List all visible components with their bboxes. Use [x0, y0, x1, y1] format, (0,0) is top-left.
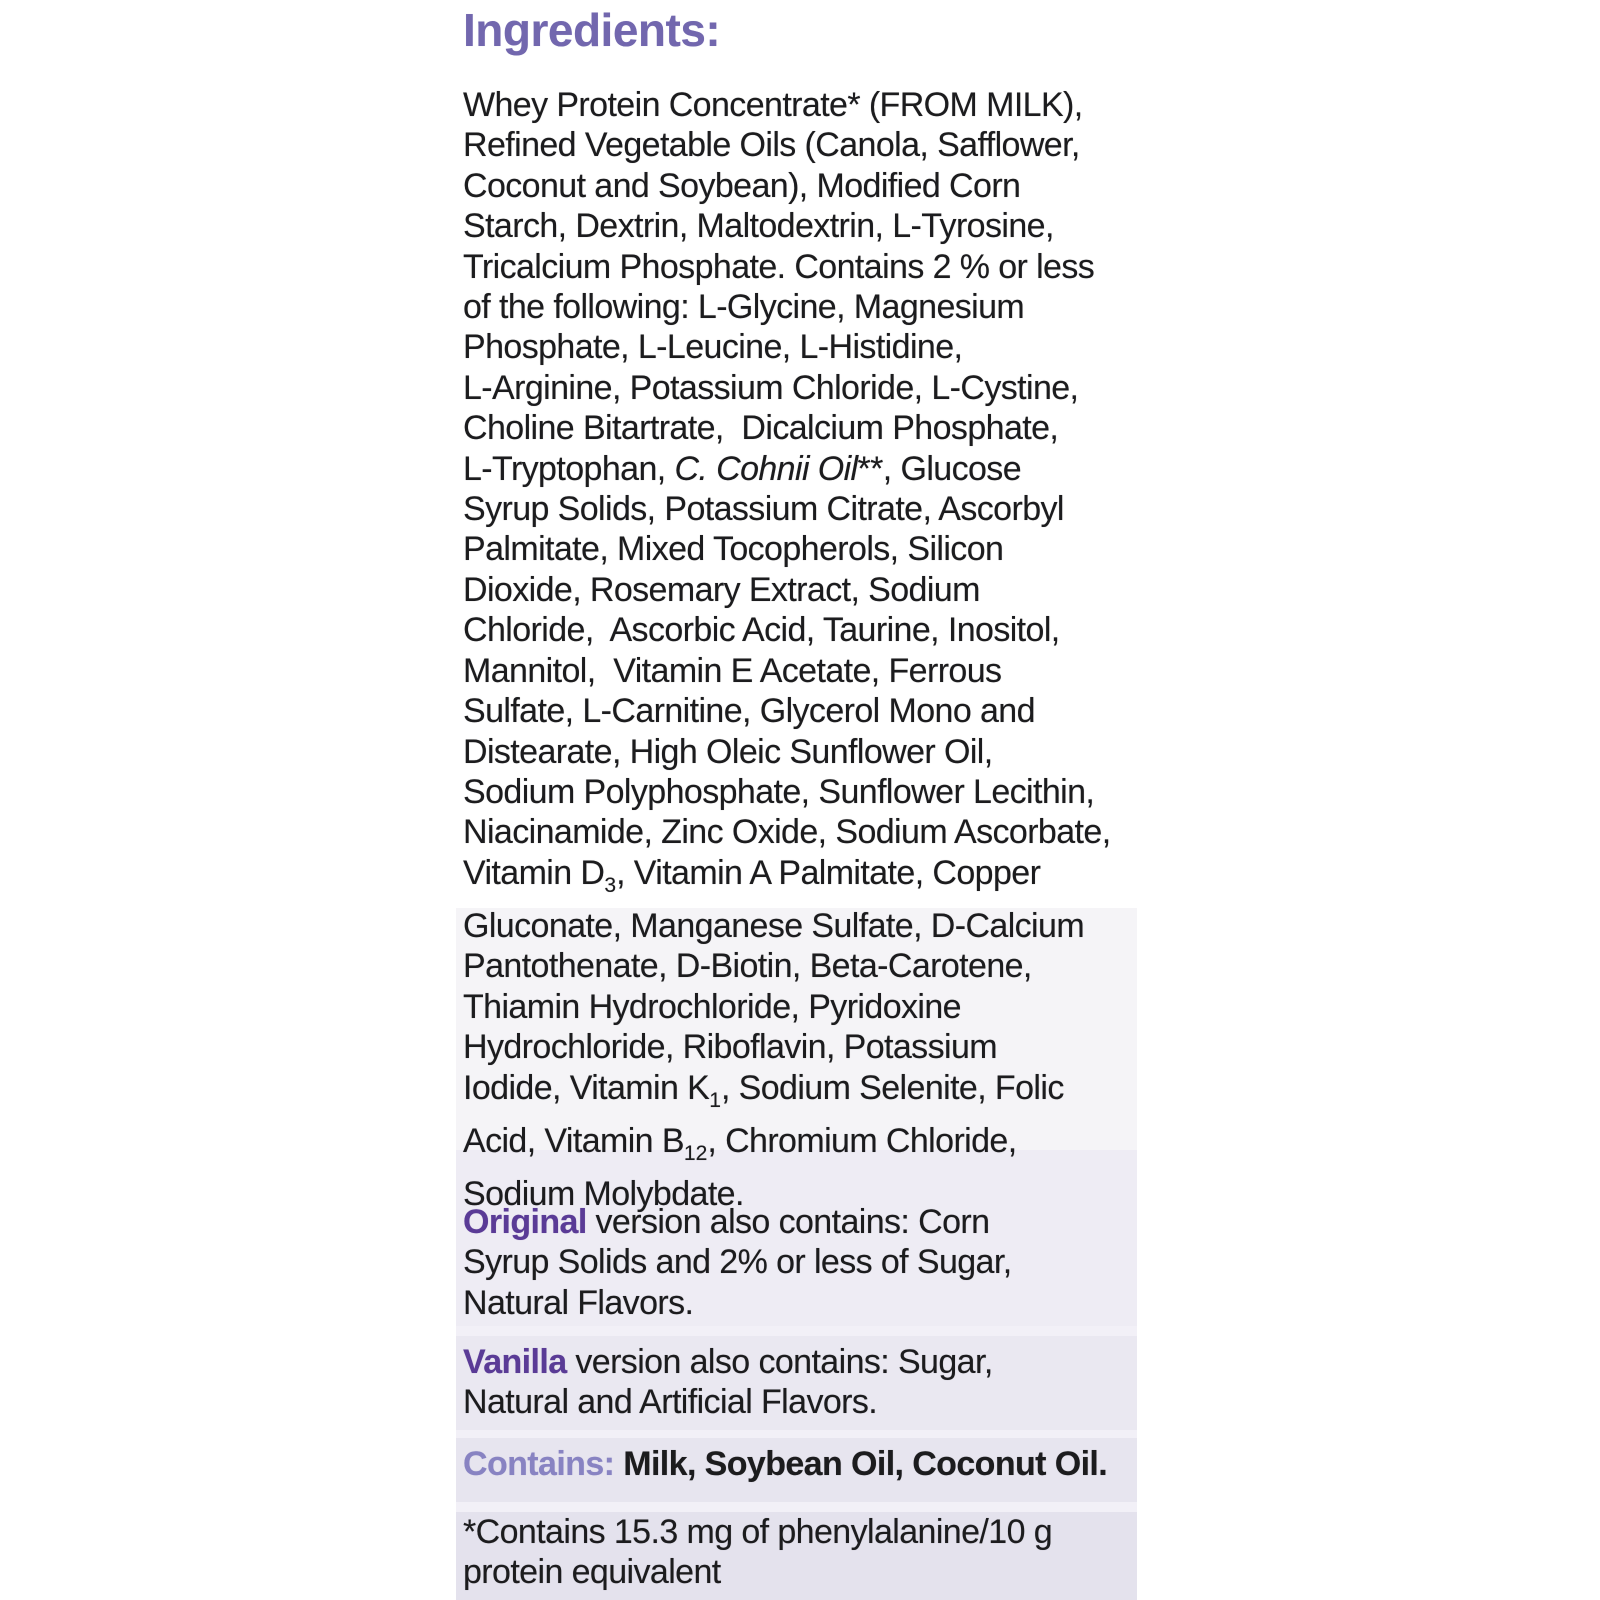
text-run: Pantothenate, D-Biotin, Beta-Carotene,: [463, 947, 1032, 986]
text-run: Sodium Molybdate.: [463, 1174, 744, 1213]
text-run: Natural Flavors.: [463, 1283, 694, 1322]
text-run: version also contains: Corn: [586, 1203, 990, 1241]
ingredients-list-paragraph: [463, 85, 1111, 1214]
text-run: Natural and Artificial Flavors.: [463, 1383, 878, 1422]
text-run: , Chromium Chloride,: [707, 1121, 1017, 1160]
text-line: [463, 610, 1111, 650]
text-line: [463, 166, 1111, 206]
text-line: [463, 946, 1111, 986]
original-version-note: [463, 1202, 1012, 1323]
text-run: Sodium Polyphosphate, Sunflower Lecithin,: [463, 772, 1095, 811]
text-run: Coconut and Soybean), Modified Corn: [463, 166, 1021, 205]
text-line: [463, 1512, 1052, 1552]
text-line: [463, 408, 1111, 448]
text-run: Choline Bitartrate, Dicalcium Phosphate,: [463, 409, 1059, 448]
text-run-sub: 3: [604, 873, 617, 897]
text-run-i: C. Cohnii Oil: [674, 449, 858, 488]
text-run: Iodide, Vitamin K: [463, 1068, 710, 1107]
allergen-contains-statement: [463, 1444, 1107, 1484]
text-run: Syrup Solids and 2% or less of Sugar,: [463, 1243, 1012, 1282]
text-line: [463, 85, 1111, 125]
text-line: [463, 1027, 1111, 1067]
text-line: [463, 247, 1111, 287]
text-run: , Sodium Selenite, Folic: [720, 1068, 1064, 1107]
ingredients-heading: Ingredients:: [463, 4, 721, 56]
text-run: protein equivalent: [463, 1553, 721, 1592]
text-run: Gluconate, Manganese Sulfate, D-Calcium: [463, 906, 1085, 945]
text-run: version also contains: Sugar,: [566, 1343, 993, 1381]
phenylalanine-footnote: [463, 1512, 1052, 1593]
text-run: Phosphate, L-Leucine, L-Histidine,: [463, 328, 963, 367]
text-run: Sulfate, L-Carnitine, Glycerol Mono and: [463, 692, 1035, 731]
text-run: Tricalcium Phosphate. Contains 2 % or less: [463, 247, 1095, 286]
text-line: [463, 1444, 1107, 1484]
text-line: [463, 691, 1111, 731]
text-run: Mannitol, Vitamin E Acetate, Ferrous: [463, 651, 1002, 690]
text-run: Refined Vegetable Oils (Canola, Safflower,: [463, 126, 1080, 165]
vanilla-version-note: [463, 1342, 993, 1423]
text-run: Niacinamide, Zinc Oxide, Sodium Ascorbate,: [463, 813, 1111, 852]
text-run-purple: Original: [463, 1203, 587, 1241]
text-run-b: Milk, Soybean Oil, Coconut Oil.: [614, 1445, 1108, 1483]
text-run-sub: 1: [709, 1088, 721, 1112]
text-line: [463, 489, 1111, 529]
text-run: Chloride, Ascorbic Acid, Taurine, Inositol,: [463, 611, 1060, 650]
text-line: [463, 853, 1111, 906]
text-line: [463, 368, 1111, 408]
label-column: [456, 0, 1137, 1600]
text-line: [463, 1342, 993, 1382]
text-run: Distearate, High Oleic Sunflower Oil,: [463, 732, 993, 771]
text-line: [463, 1242, 1012, 1282]
text-line: [463, 287, 1111, 327]
text-line: [463, 570, 1111, 610]
text-line: [463, 206, 1111, 246]
text-run: **, Glucose: [857, 449, 1021, 488]
text-line: [463, 651, 1111, 691]
text-run: L-Tryptophan,: [463, 449, 675, 488]
text-run-sub: 12: [683, 1141, 708, 1165]
text-line: [463, 125, 1111, 165]
text-run-purple: Vanilla: [463, 1343, 567, 1381]
text-run: Hydrochloride, Riboflavin, Potassium: [463, 1028, 997, 1067]
text-run: Dioxide, Rosemary Extract, Sodium: [463, 570, 980, 609]
text-line: [463, 1382, 993, 1422]
text-line: [463, 1121, 1111, 1174]
text-run: Whey Protein Concentrate* (FROM MILK),: [463, 86, 1083, 124]
text-line: [463, 327, 1111, 367]
text-line: [463, 812, 1111, 852]
text-line: [463, 1283, 1012, 1323]
text-run: Palmitate, Mixed Tocopherols, Silicon: [463, 530, 1004, 569]
text-run: L-Arginine, Potassium Chloride, L-Cystine,: [463, 368, 1079, 407]
text-line: [463, 1552, 1052, 1592]
text-run: Thiamin Hydrochloride, Pyridoxine: [463, 987, 961, 1026]
text-line: [463, 732, 1111, 772]
text-run: , Vitamin A Palmitate, Copper: [616, 853, 1041, 892]
text-run: Starch, Dextrin, Maltodextrin, L-Tyrosine,: [463, 207, 1054, 246]
text-run: Vitamin D: [463, 853, 605, 892]
text-run: Syrup Solids, Potassium Citrate, Ascorbyl: [463, 490, 1064, 529]
text-line: [463, 1202, 1012, 1242]
text-line: [463, 772, 1111, 812]
text-run: Acid, Vitamin B: [463, 1121, 684, 1160]
text-run-lav: Contains:: [463, 1445, 615, 1483]
text-line: [463, 529, 1111, 569]
text-line: [463, 1068, 1111, 1121]
text-run: of the following: L-Glycine, Magnesium: [463, 288, 1025, 327]
text-line: [463, 906, 1111, 946]
text-run: *Contains 15.3 mg of phenylalanine/10 g: [463, 1513, 1053, 1551]
text-line: [463, 449, 1111, 489]
text-line: [463, 987, 1111, 1027]
